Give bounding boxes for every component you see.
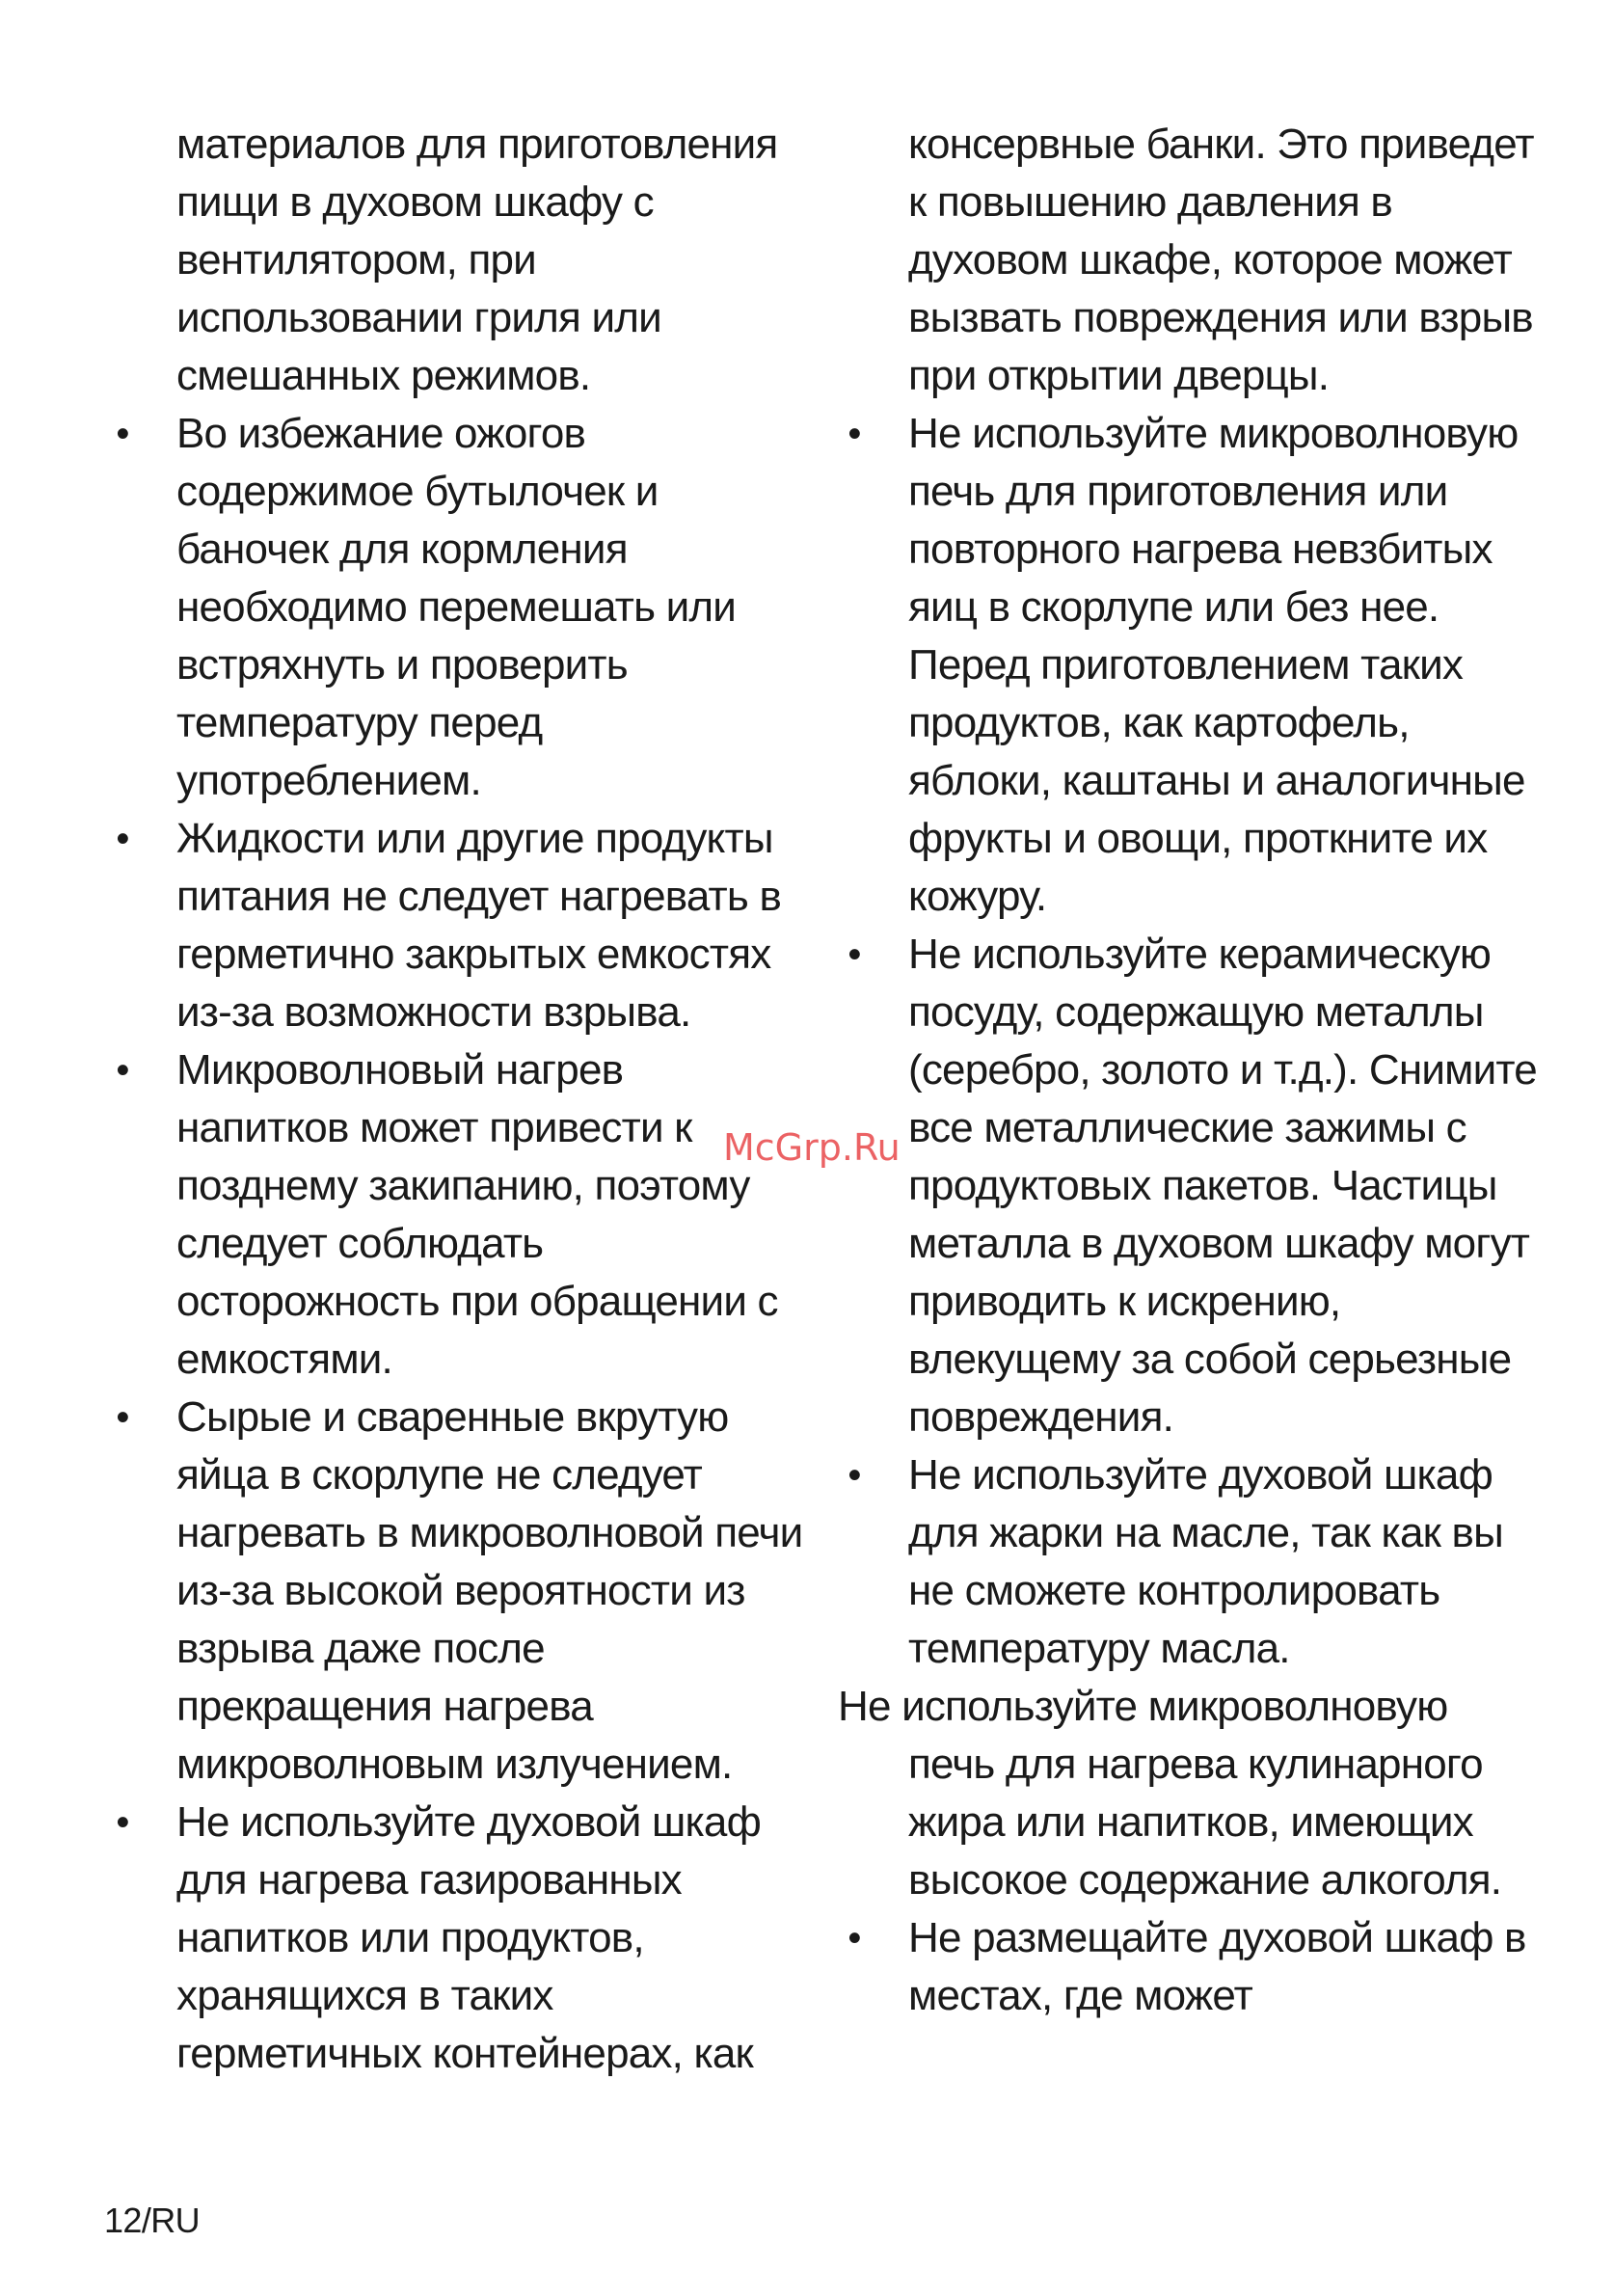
- left-intro-text: материалов для приготовления пищи в духовом шкафу с вентилятором, при использовании гриля или смешанных режимов.: [176, 121, 778, 399]
- right-bullet-list-continued: [847, 1909, 1545, 2025]
- left-bullet-list: [116, 405, 803, 2083]
- bullet-icon: •: [116, 1801, 129, 1844]
- bullet-icon: •: [116, 1396, 129, 1439]
- bullet-icon: •: [116, 818, 129, 860]
- hanging-paragraph: Не используйте микроволновую печь для нагрева кулинарного жира или напитков, имеющих высокое содержание алкоголя.: [838, 1683, 1502, 1904]
- list-item-text: Не используйте керамическую посуду, содержащую металлы (серебро, золото и т.д.). Снимите все металлические зажимы с продуктовых пакетов. Частицы металла в духовом шкафу могут приводить к искрению, влекущему за собой серьезные повреждения.: [908, 931, 1537, 1441]
- bullet-icon: •: [847, 1917, 861, 1959]
- list-item-text: Во избежание ожогов содержимое бутылочек и баночек для кормления необходимо перемешать или встряхнуть и проверить температуру перед употреблением.: [176, 410, 737, 804]
- list-item-text: Не используйте духовой шкаф для нагрева газированных напитков или продуктов, хранящихся в таких герметичных контейнерах, как: [176, 1798, 761, 2077]
- watermark: McGrp.Ru: [723, 1126, 901, 1169]
- list-item: [847, 926, 1545, 1446]
- list-item: [116, 1794, 803, 2083]
- bullet-icon: •: [116, 413, 129, 455]
- right-bullet-list: [847, 405, 1545, 1678]
- bullet-icon: •: [847, 413, 861, 455]
- bullet-icon: •: [847, 933, 861, 976]
- list-item-text: Не размещайте духовой шкаф в местах, где может: [908, 1914, 1526, 2019]
- list-item: [847, 405, 1545, 926]
- bullet-icon: •: [847, 1454, 861, 1497]
- list-item: [847, 1446, 1545, 1678]
- list-item: [116, 1389, 803, 1794]
- list-item-text: Жидкости или другие продукты питания не следует нагревать в герметично закрытых емкостях из-за возможности взрыва.: [176, 815, 782, 1036]
- list-item-text: Сырые и сваренные вкрутую яйца в скорлупе не следует нагревать в микроволновой печи из-за высокой вероятности из взрыва даже после прекращения нагрева микроволновым излучением.: [176, 1393, 803, 1788]
- list-item-text: Микроволновый нагрев напитков может привести к позднему закипанию, поэтому следует соблюдать осторожность при обращении с емкостями.: [176, 1046, 778, 1383]
- list-item: [116, 810, 803, 1041]
- list-item: [847, 1909, 1545, 2025]
- bullet-icon: •: [116, 1049, 129, 1092]
- right-intro-text: консервные банки. Это приведет к повышению давления в духовом шкафе, которое может вызвать повреждения или взрыв при открытии дверцы.: [908, 121, 1534, 399]
- list-item: [116, 405, 803, 810]
- list-item-text: Не используйте духовой шкаф для жарки на масле, так как вы не сможете контролировать температуру масла.: [908, 1451, 1503, 1672]
- list-item-text: Не используйте микроволновую печь для приготовления или повторного нагрева невзбитых яиц в скорлупе или без нее. Перед приготовлением таких продуктов, как картофель, яблоки, каштаны и аналогичные фрукты и овощи, проткните их кожуру.: [908, 410, 1525, 920]
- right-column: [838, 116, 1545, 2025]
- list-item: [116, 1041, 803, 1389]
- page-number: 12/RU: [104, 2201, 201, 2240]
- left-column: [116, 116, 803, 2083]
